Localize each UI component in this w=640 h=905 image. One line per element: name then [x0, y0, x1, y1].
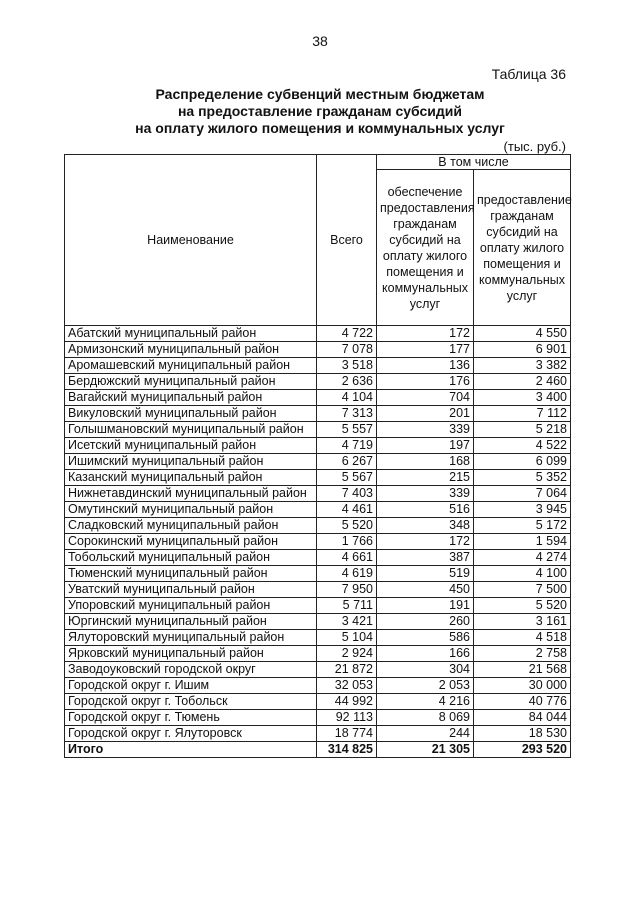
cell-subsidy: 3 382 — [474, 358, 571, 374]
cell-subsidy: 7 112 — [474, 406, 571, 422]
cell-total: 5 711 — [317, 598, 377, 614]
cell-name: Нижнетавдинский муниципальный район — [65, 486, 317, 502]
cell-subsidy: 18 530 — [474, 726, 571, 742]
cell-name: Бердюжский муниципальный район — [65, 374, 317, 390]
table-row — [65, 630, 571, 646]
cell-name: Сладковский муниципальный район — [65, 518, 317, 534]
cell-name: Ярковский муниципальный район — [65, 646, 317, 662]
cell-provision: 197 — [377, 438, 474, 454]
cell-provision: 166 — [377, 646, 474, 662]
page-number: 38 — [312, 33, 328, 49]
table-row — [65, 454, 571, 470]
table-row — [65, 470, 571, 486]
cell-name: Городской округ г. Тобольск — [65, 694, 317, 710]
document-title — [0, 86, 640, 137]
cell-subsidy: 7 500 — [474, 582, 571, 598]
cell-name: Сорокинский муниципальный район — [65, 534, 317, 550]
table-row — [65, 358, 571, 374]
cell-subsidy: 5 172 — [474, 518, 571, 534]
cell-subsidy: 4 518 — [474, 630, 571, 646]
cell-name: Тюменский муниципальный район — [65, 566, 317, 582]
header-including: В том числе — [377, 155, 571, 170]
cell-subsidy: 6 099 — [474, 454, 571, 470]
cell-provision: 172 — [377, 326, 474, 342]
header-total: Всего — [317, 155, 377, 326]
table-row — [65, 438, 571, 454]
cell-total: 7 078 — [317, 342, 377, 358]
title-line: на предоставление гражданам субсидий — [177, 103, 463, 119]
table-row — [65, 550, 571, 566]
cell-total: 4 461 — [317, 502, 377, 518]
cell-subsidy: 4 100 — [474, 566, 571, 582]
cell-provision: 387 — [377, 550, 474, 566]
cell-name: Голышмановский муниципальный район — [65, 422, 317, 438]
cell-provision: 2 053 — [377, 678, 474, 694]
cell-provision: 215 — [377, 470, 474, 486]
cell-provision: 519 — [377, 566, 474, 582]
cell-name: Тобольский муниципальный район — [65, 550, 317, 566]
table-row — [65, 374, 571, 390]
cell-provision: 8 069 — [377, 710, 474, 726]
table-row — [65, 486, 571, 502]
cell-provision: 304 — [377, 662, 474, 678]
cell-total: 92 113 — [317, 710, 377, 726]
cell-provision: 516 — [377, 502, 474, 518]
cell-subsidy: 4 522 — [474, 438, 571, 454]
cell-provision: 586 — [377, 630, 474, 646]
cell-name: Омутинский муниципальный район — [65, 502, 317, 518]
cell-total: 1 766 — [317, 534, 377, 550]
cell-subsidy: 3 161 — [474, 614, 571, 630]
cell-total: 5 567 — [317, 470, 377, 486]
cell-name: Юргинский муниципальный район — [65, 614, 317, 630]
cell-subsidy: 84 044 — [474, 710, 571, 726]
title-line: на оплату жилого помещения и коммунальных услуг — [135, 120, 505, 136]
cell-total: 4 104 — [317, 390, 377, 406]
cell-name: Викуловский муниципальный район — [65, 406, 317, 422]
units-label: (тыс. руб.) — [503, 139, 566, 154]
cell-total: 21 872 — [317, 662, 377, 678]
cell-subsidy: 5 218 — [474, 422, 571, 438]
cell-provision: 176 — [377, 374, 474, 390]
cell-name: Итого — [65, 742, 317, 758]
cell-total: 32 053 — [317, 678, 377, 694]
table-row — [65, 390, 571, 406]
table-row — [65, 342, 571, 358]
cell-provision: 704 — [377, 390, 474, 406]
cell-provision: 191 — [377, 598, 474, 614]
table-row — [65, 566, 571, 582]
cell-subsidy: 293 520 — [474, 742, 571, 758]
cell-total: 5 104 — [317, 630, 377, 646]
cell-provision: 21 305 — [377, 742, 474, 758]
cell-subsidy: 4 274 — [474, 550, 571, 566]
table-row — [65, 582, 571, 598]
table-row — [65, 614, 571, 630]
table-row — [65, 422, 571, 438]
cell-subsidy: 7 064 — [474, 486, 571, 502]
cell-total: 4 722 — [317, 326, 377, 342]
cell-name: Уватский муниципальный район — [65, 582, 317, 598]
cell-name: Казанский муниципальный район — [65, 470, 317, 486]
cell-provision: 201 — [377, 406, 474, 422]
header-name: Наименование — [65, 155, 317, 326]
cell-provision: 260 — [377, 614, 474, 630]
header-col-subsidies: предоставление гражданам субсидий на оплату жилого помещения и коммунальных услуг — [474, 170, 571, 326]
cell-name: Ялуторовский муниципальный район — [65, 630, 317, 646]
cell-name: Аромашевский муниципальный район — [65, 358, 317, 374]
table-row — [65, 502, 571, 518]
cell-subsidy: 5 352 — [474, 470, 571, 486]
cell-subsidy: 5 520 — [474, 598, 571, 614]
cell-total: 44 992 — [317, 694, 377, 710]
cell-provision: 348 — [377, 518, 474, 534]
cell-name: Ишимский муниципальный район — [65, 454, 317, 470]
cell-subsidy: 1 594 — [474, 534, 571, 550]
cell-total: 7 403 — [317, 486, 377, 502]
cell-name: Армизонский муниципальный район — [65, 342, 317, 358]
cell-total: 4 661 — [317, 550, 377, 566]
table-row — [65, 646, 571, 662]
cell-total: 4 719 — [317, 438, 377, 454]
cell-total: 5 557 — [317, 422, 377, 438]
subventions-table — [64, 154, 571, 758]
cell-name: Заводоуковский городской округ — [65, 662, 317, 678]
cell-name: Абатский муниципальный район — [65, 326, 317, 342]
cell-provision: 450 — [377, 582, 474, 598]
cell-name: Городской округ г. Ишим — [65, 678, 317, 694]
table-row — [65, 710, 571, 726]
cell-subsidy: 30 000 — [474, 678, 571, 694]
table-label: Таблица 36 — [491, 66, 566, 82]
cell-total: 7 313 — [317, 406, 377, 422]
cell-name: Вагайский муниципальный район — [65, 390, 317, 406]
cell-provision: 177 — [377, 342, 474, 358]
cell-provision: 136 — [377, 358, 474, 374]
cell-provision: 339 — [377, 422, 474, 438]
cell-provision: 244 — [377, 726, 474, 742]
table-row — [65, 534, 571, 550]
table-row — [65, 662, 571, 678]
table-row — [65, 694, 571, 710]
header-col-provision-support: обеспечение предоставления гражданам субсидий на оплату жилого помещения и коммунальных услуг — [377, 170, 474, 326]
cell-name: Упоровский муниципальный район — [65, 598, 317, 614]
cell-subsidy: 21 568 — [474, 662, 571, 678]
table-row — [65, 678, 571, 694]
table-row — [65, 326, 571, 342]
cell-total: 3 421 — [317, 614, 377, 630]
cell-total: 314 825 — [317, 742, 377, 758]
cell-total: 2 924 — [317, 646, 377, 662]
cell-subsidy: 3 400 — [474, 390, 571, 406]
cell-total: 3 518 — [317, 358, 377, 374]
cell-total: 5 520 — [317, 518, 377, 534]
cell-subsidy: 2 758 — [474, 646, 571, 662]
cell-provision: 168 — [377, 454, 474, 470]
cell-provision: 339 — [377, 486, 474, 502]
cell-total: 6 267 — [317, 454, 377, 470]
cell-total: 4 619 — [317, 566, 377, 582]
cell-provision: 172 — [377, 534, 474, 550]
table-row — [65, 406, 571, 422]
cell-subsidy: 6 901 — [474, 342, 571, 358]
cell-provision: 4 216 — [377, 694, 474, 710]
cell-name: Исетский муниципальный район — [65, 438, 317, 454]
cell-subsidy: 4 550 — [474, 326, 571, 342]
cell-name: Городской округ г. Тюмень — [65, 710, 317, 726]
table-row — [65, 726, 571, 742]
cell-total: 7 950 — [317, 582, 377, 598]
cell-subsidy: 3 945 — [474, 502, 571, 518]
table-row — [65, 518, 571, 534]
table-row — [65, 598, 571, 614]
cell-total: 18 774 — [317, 726, 377, 742]
table-body — [65, 326, 571, 758]
cell-subsidy: 2 460 — [474, 374, 571, 390]
cell-name: Городской округ г. Ялуторовск — [65, 726, 317, 742]
total-row — [65, 742, 571, 758]
cell-subsidy: 40 776 — [474, 694, 571, 710]
title-line: Распределение субвенций местным бюджетам — [155, 86, 485, 102]
cell-total: 2 636 — [317, 374, 377, 390]
